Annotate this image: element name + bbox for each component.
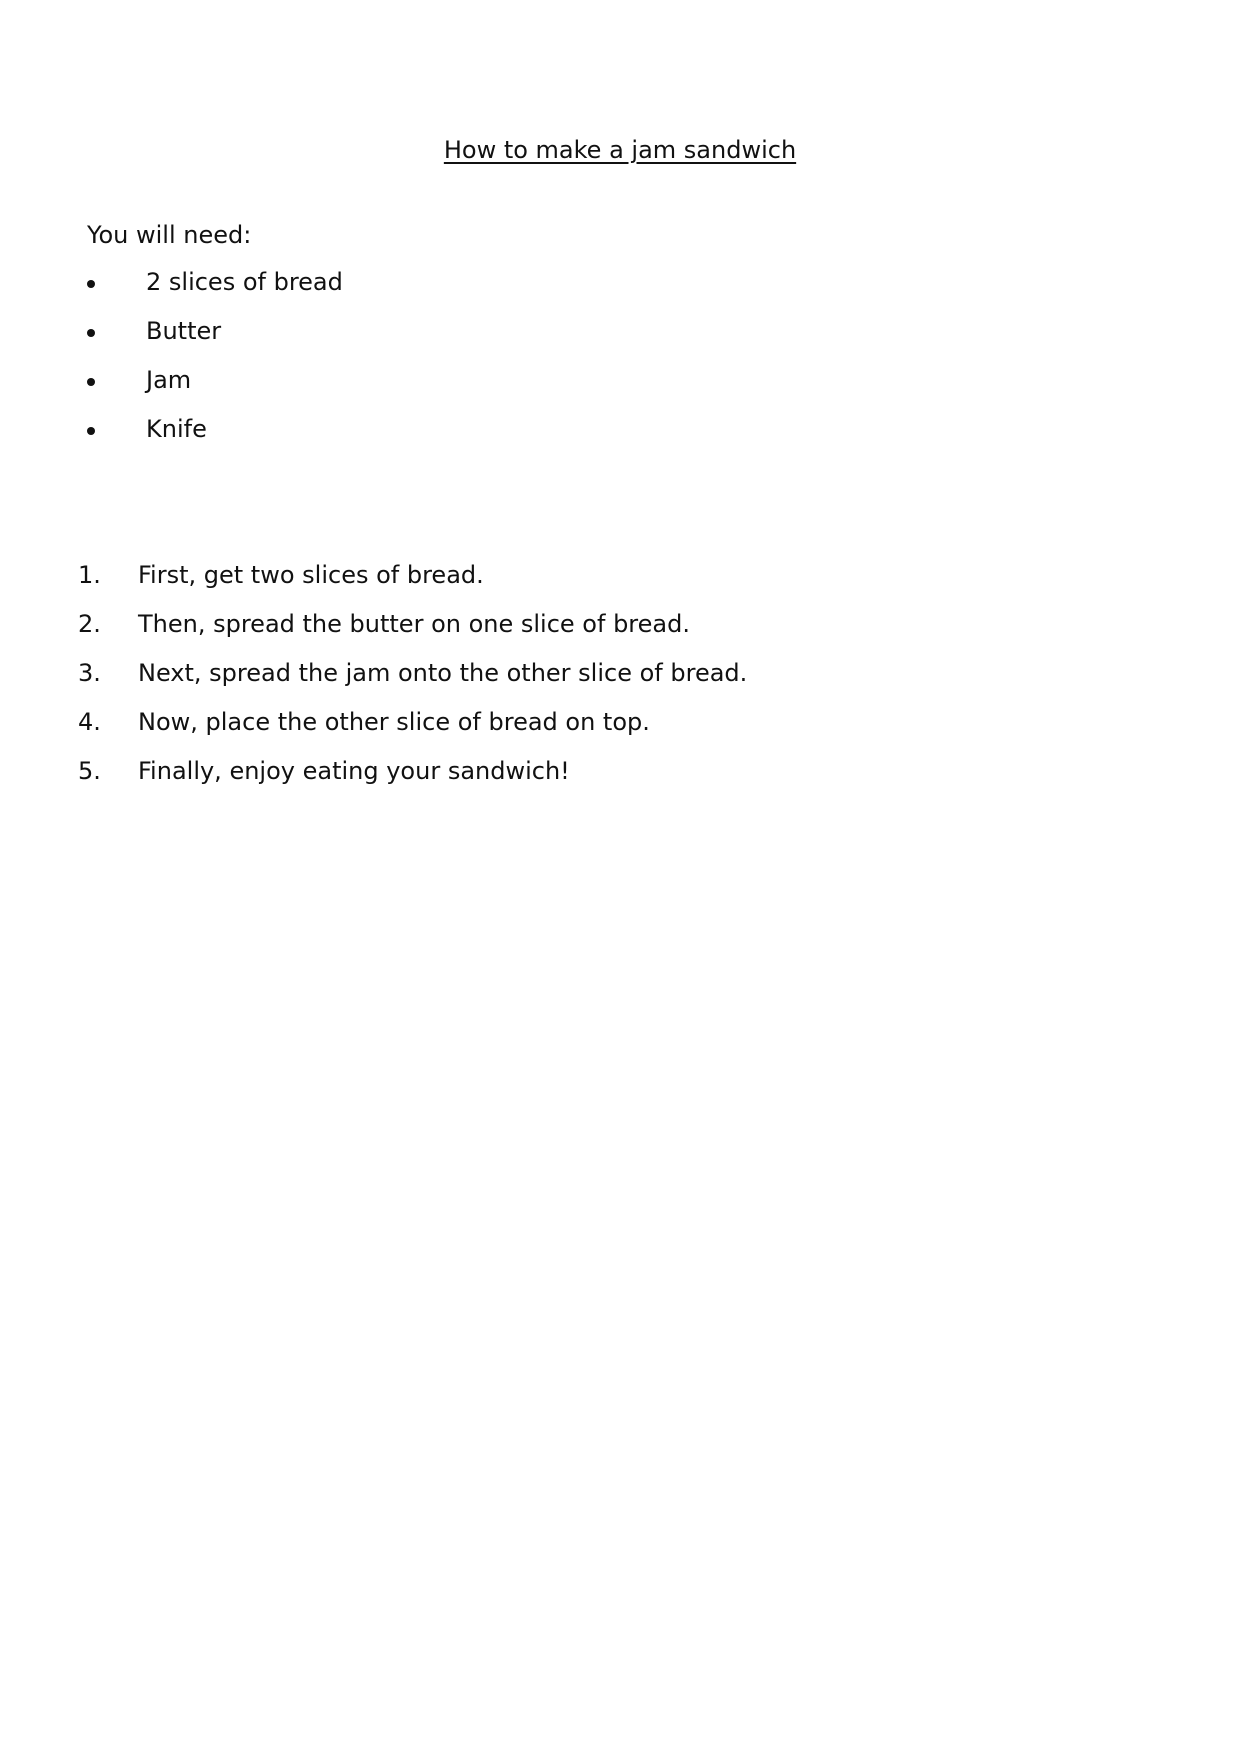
bullet-icon — [87, 427, 95, 435]
ingredient-text: 2 slices of bread — [146, 268, 343, 296]
step-text: Finally, enjoy eating your sandwich! — [138, 757, 570, 785]
step-text: Now, place the other slice of bread on top. — [138, 708, 650, 736]
you-will-need-label: You will need: — [87, 221, 252, 249]
bullet-icon — [87, 280, 95, 288]
ingredient-text: Jam — [146, 366, 192, 394]
step-number: 4. — [78, 708, 101, 736]
step-number: 1. — [78, 561, 101, 589]
bullet-icon — [87, 378, 95, 386]
ingredient-text: Knife — [146, 415, 207, 443]
page-title: How to make a jam sandwich — [443, 136, 797, 164]
step-text: Next, spread the jam onto the other slice of bread. — [138, 659, 748, 687]
step-text: First, get two slices of bread. — [138, 561, 484, 589]
step-text: Then, spread the butter on one slice of bread. — [138, 610, 690, 638]
ingredient-text: Butter — [146, 317, 222, 345]
bullet-icon — [87, 329, 95, 337]
step-number: 3. — [78, 659, 101, 687]
step-number: 2. — [78, 610, 101, 638]
step-number: 5. — [78, 757, 101, 785]
